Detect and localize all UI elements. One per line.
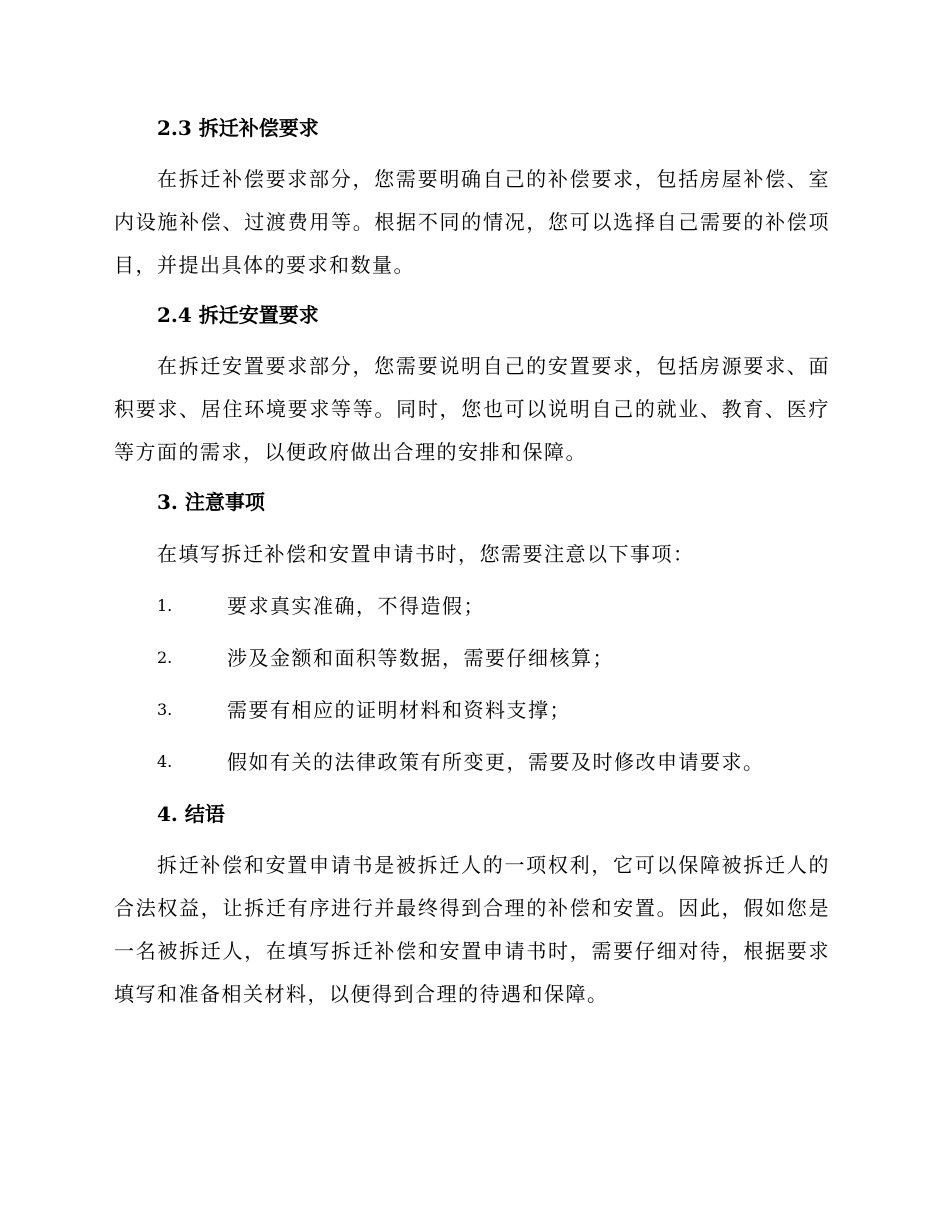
section-body-4: 拆迁补偿和安置申请书是被拆迁人的一项权利，它可以保障被拆迁人的合法权益，让拆迁有序进行并最终得到合理的补偿和安置。因此，假如您是一名被拆迁人，在填写拆迁补偿和安置申请书时，需要仔细对待，根据要求填写和准备相关材料，以便得到合理的待遇和保障。 bbox=[114, 853, 830, 1006]
list-item-number: 4. bbox=[157, 752, 173, 771]
section-body-2-3: 在拆迁补偿要求部分，您需要明确自己的补偿要求，包括房屋补偿、室内设施补偿、过渡费用等。根据不同的情况，您可以选择自己需要的补偿项目，并提出具体的要求和数量。 bbox=[114, 167, 830, 277]
section-heading-2-3: 2.3 拆迁补偿要求 bbox=[157, 116, 319, 140]
section-heading-2-4: 2.4 拆迁安置要求 bbox=[157, 303, 319, 327]
list-item-text: 需要有相应的证明材料和资料支撑； bbox=[227, 698, 571, 722]
list-item-number: 1. bbox=[157, 596, 173, 615]
list-item-number: 2. bbox=[157, 648, 173, 667]
section-heading-4: 4. 结语 bbox=[157, 802, 225, 826]
section-heading-3: 3. 注意事项 bbox=[157, 490, 265, 514]
section-intro-3: 在填写拆迁补偿和安置申请书时，您需要注意以下事项： bbox=[157, 542, 695, 566]
list-item-text: 涉及金额和面积等数据，需要仔细核算； bbox=[227, 646, 614, 670]
section-body-2-4: 在拆迁安置要求部分，您需要说明自己的安置要求，包括房源要求、面积要求、居住环境要求等等。同时，您也可以说明自己的就业、教育、医疗等方面的需求，以便政府做出合理的安排和保障。 bbox=[114, 354, 830, 464]
list-item-text: 假如有关的法律政策有所变更，需要及时修改申请要求。 bbox=[227, 750, 765, 774]
list-item-text: 要求真实准确，不得造假； bbox=[227, 594, 485, 618]
list-item-number: 3. bbox=[157, 700, 173, 719]
